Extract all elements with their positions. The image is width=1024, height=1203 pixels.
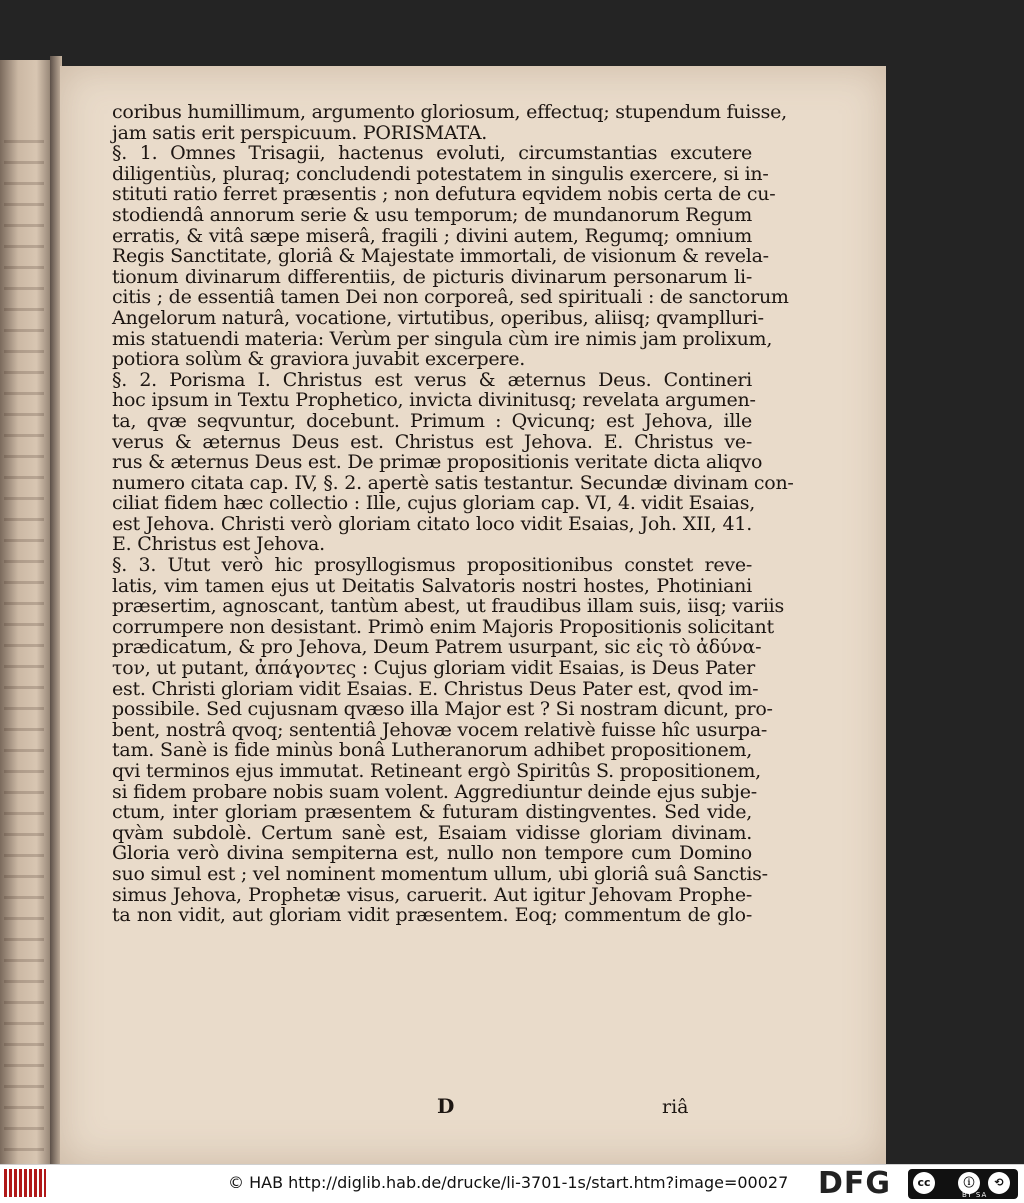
text-line: verus & æternus Deus est. Christus est Jehova. E. Christus ve- — [112, 430, 752, 453]
text-line: qvàm subdolè. Certum sanè est, Esaiam vidisse gloriam divinam. — [112, 821, 752, 844]
text-line: possibile. Sed cujusnam qvæso illa Major est ? Si nostram dicunt, pro- — [112, 698, 773, 721]
text-line: est Jehova. Christi verò gloriam citato loco vidit Esaias, Joh. XII, 41. — [112, 512, 752, 535]
page-footer — [60, 1094, 886, 1124]
text-line: simus Jehova, Prophetæ visus, caruerit. Aut igitur Jehovam Prophe- — [112, 883, 752, 906]
scanned-page — [60, 66, 886, 1164]
source-link[interactable]: © HAB http://diglib.hab.de/drucke/li-3701-1s/start.htm?image=00027 — [228, 1173, 789, 1192]
text-line: præsertim, agnoscant, tantùm abest, ut fraudibus illam suis, iisq; variis — [112, 595, 784, 618]
text-line: tam. Sanè is fide minùs bonâ Lutheranorum adhibet propositionem, — [112, 739, 752, 762]
text-line: §. 2. Porisma I. Christus est verus & æternus Deus. Contineri — [112, 368, 752, 391]
text-line: E. Christus est Jehova. — [112, 533, 325, 556]
text-line: ta non vidit, aut gloriam vidit præsentem. Eoq; commentum de glo- — [112, 904, 752, 927]
body-text — [112, 101, 794, 927]
sa-icon: ⟲ — [988, 1172, 1010, 1194]
text-line: ta, qvæ seqvuntur, docebunt. Primum : Qvicunq; est Jehova, ille — [112, 409, 752, 432]
text-line: Angelorum naturâ, vocatione, virtutibus, operibus, aliisq; qvamplluri- — [112, 306, 764, 329]
text-line: §. 3. Utut verò hic prosyllogismus propositionibus constet reve- — [112, 554, 752, 577]
text-line: potiora solùm & graviora juvabit excerpere. — [112, 348, 526, 371]
text-line: ciliat fidem hæc collectio : Ille, cujus gloriam cap. VI, 4. vidit Esaias, — [112, 492, 756, 515]
previous-page-edge — [0, 60, 52, 1165]
text-line: erratis, & vitâ sæpe miserâ, fragili ; divini autem, Regumq; omnium — [112, 224, 752, 247]
creative-commons-license-icon[interactable] — [908, 1169, 1018, 1199]
text-line: mis statuendi materia: Verùm per singula cùm ire nimis jam prolixum, — [112, 327, 773, 350]
text-line: §. 1. Omnes Trisagii, hactenus evoluti, circumstantias excutere — [112, 142, 752, 165]
text-line: stodiendâ annorum serie & usu temporum; de mundanorum Regum — [112, 203, 752, 226]
attribution-bar — [0, 1164, 1024, 1203]
text-line: qvi terminos ejus immutat. Retineant ergò Spiritûs S. propositionem, — [112, 760, 761, 782]
text-line: latis, vim tamen ejus ut Deitatis Salvatoris nostri hostes, Photiniani — [112, 574, 752, 597]
license-terms: BY SA — [962, 1191, 988, 1199]
signature-mark: D — [437, 1094, 455, 1118]
text-line: suo simul est ; vel nominent momentum ullum, ubi gloriâ suâ Sanctis- — [112, 862, 768, 885]
text-line: rus & æternus Deus est. De primæ propositionis veritate dicta aliqvo — [112, 451, 763, 474]
text-line: si fidem probare nobis suam volent. Aggrediuntur deinde ejus subje- — [112, 780, 757, 803]
text-line: citis ; de essentiâ tamen Dei non corporeâ, sed spirituali : de sanctorum — [112, 286, 789, 309]
text-line: coribus humillimum, argumento gloriosum, effectuq; stupendum fuisse, — [112, 101, 787, 123]
text-line: Regis Sanctitate, gloriâ & Majestate immortali, de visionum & revela- — [112, 245, 769, 268]
by-icon: ⓘ — [958, 1172, 980, 1194]
text-line: tionum divinarum differentiis, de picturis divinarum personarum li- — [112, 265, 752, 288]
text-line: numero citata cap. IV, §. 2. apertè satis testantur. Secundæ divinam con- — [112, 471, 794, 494]
porismata-heading-line: jam satis erit perspicuum. PORISMATA. — [112, 121, 488, 144]
text-line: est. Christi gloriam vidit Esaias. E. Christus Deus Pater est, qvod im- — [112, 677, 759, 700]
text-line: hoc ipsum in Textu Prophetico, invicta divinitusq; revelata argumen- — [112, 389, 756, 412]
text-line: prædicatum, & pro Jehova, Deum Patrem usurpant, sic εἰς τὸ ἀδύνα- — [112, 636, 762, 659]
text-line: bent, nostrâ qvoq; sententiâ Jehovæ vocem relativè fuisse hîc usurpa- — [112, 718, 768, 741]
text-line: corrumpere non desistant. Primò enim Majoris Propositionis solicitant — [112, 615, 774, 638]
text-line: ctum, inter gloriam præsentem & futuram distingventes. Sed vide, — [112, 801, 752, 824]
text-line: τον, ut putant, ἀπάγοντες : Cujus gloriam vidit Esaias, is Deus Pater — [112, 657, 755, 680]
text-line: Gloria verò divina sempiterna est, nullo non tempore cum Domino — [112, 842, 752, 865]
text-line: stituti ratio ferret præsentis ; non defutura eqvidem nobis certa de cu- — [112, 183, 776, 206]
text-line: diligentiùs, pluraq; concludendi potestatem in singulis exercere, si in- — [112, 162, 769, 185]
barcode-icon — [4, 1169, 46, 1197]
catchword: riâ — [662, 1096, 689, 1118]
dfg-logo: DFG — [818, 1166, 892, 1201]
previous-page-text-bleed — [4, 140, 44, 1200]
cc-icon: cc — [913, 1172, 935, 1194]
